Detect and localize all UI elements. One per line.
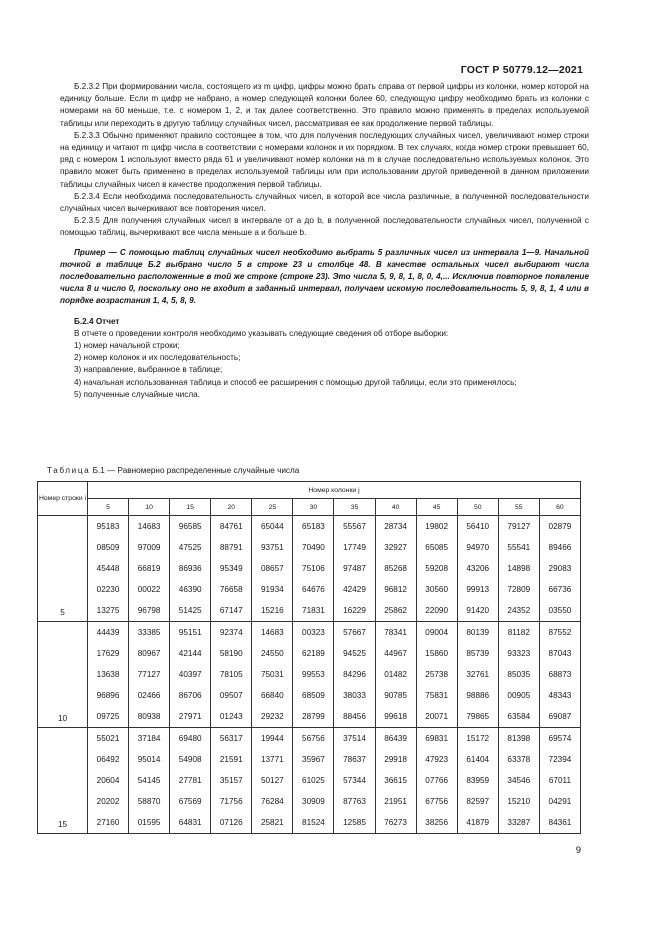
table-cell: 30909 — [293, 791, 334, 812]
table-cell: 13771 — [252, 749, 293, 770]
column-headers-row — [38, 499, 581, 516]
paragraph-b232: Б.2.3.2 При формировании числа, состоящего из m цифр, цифры можно брать справа от первой цифры из колонки, номер которой на единицу больше. Если m цифр не набрано, а номер следующей колонки более 60, следующую цифру необходимо брать из колонки с номерами на 60 меньше, т.е. с номером 1, 2, и так далее соответственно. Это правило можно применять в пределах используемой таблицы или переходить в другую таблицу случайных чисел, рассматривая ее как продолжение первой таблицы. — [60, 82, 589, 128]
table-cell: 64676 — [293, 579, 334, 600]
table-cell: 95151 — [170, 622, 211, 644]
table-cell: 66819 — [129, 558, 170, 579]
body-text — [60, 81, 589, 401]
table-cell: 33287 — [498, 812, 539, 834]
table-row — [38, 770, 581, 791]
table-cell: 84296 — [334, 664, 375, 685]
table-cell: 91420 — [457, 600, 498, 622]
table-cell: 87552 — [539, 622, 580, 644]
table-cell: 67756 — [416, 791, 457, 812]
table-cell: 94970 — [457, 537, 498, 558]
row-number-header: Номер строки i — [38, 482, 88, 516]
table-cell: 79127 — [498, 516, 539, 538]
table-cell: 67147 — [211, 600, 252, 622]
table-cell: 72394 — [539, 749, 580, 770]
table-cell: 37514 — [334, 728, 375, 750]
table-cell: 35967 — [293, 749, 334, 770]
table-cell: 84361 — [539, 812, 580, 834]
table-cell: 07766 — [416, 770, 457, 791]
table-cell: 69087 — [539, 706, 580, 728]
table-cell: 75031 — [252, 664, 293, 685]
table-cell: 86439 — [375, 728, 416, 750]
table-cell: 63584 — [498, 706, 539, 728]
table-cell: 99553 — [293, 664, 334, 685]
table-cell: 03550 — [539, 600, 580, 622]
table-cell: 75106 — [293, 558, 334, 579]
table-cell: 90785 — [375, 685, 416, 706]
table-cell: 86936 — [170, 558, 211, 579]
table-cell: 98886 — [457, 685, 498, 706]
table-cell: 55541 — [498, 537, 539, 558]
table-caption — [47, 465, 299, 477]
table-cell: 94525 — [334, 643, 375, 664]
table-cell: 85739 — [457, 643, 498, 664]
table-cell: 16229 — [334, 600, 375, 622]
table-cell: 69574 — [539, 728, 580, 750]
table-cell: 93323 — [498, 643, 539, 664]
table-cell: 69480 — [170, 728, 211, 750]
table-cell: 95014 — [129, 749, 170, 770]
report-item: 4) начальная использованная таблица и способ ее расширения с помощью другой таблицы, если это применялось; — [74, 377, 517, 387]
table-cell: 88456 — [334, 706, 375, 728]
column-header: 20 — [211, 499, 252, 516]
table-cell: 95183 — [88, 516, 129, 538]
table-caption-label: Таблица — [47, 466, 91, 475]
table-cell: 28799 — [293, 706, 334, 728]
table-cell: 21951 — [375, 791, 416, 812]
table-cell: 65044 — [252, 516, 293, 538]
table-cell: 35157 — [211, 770, 252, 791]
table-cell: 62189 — [293, 643, 334, 664]
table-cell: 89466 — [539, 537, 580, 558]
column-header: 45 — [416, 499, 457, 516]
table-cell: 55021 — [88, 728, 129, 750]
document-code: ГОСТ Р 50779.12—2021 — [460, 64, 583, 76]
table-cell: 83959 — [457, 770, 498, 791]
report-intro: В отчете о проведении контроля необходимо указывать следующие сведения об отборе выборки: — [74, 328, 449, 338]
table-cell: 01243 — [211, 706, 252, 728]
report-item: 3) направление, выбранное в таблице; — [74, 365, 223, 375]
table-cell: 56410 — [457, 516, 498, 538]
column-header: 40 — [375, 499, 416, 516]
table-cell: 00905 — [498, 685, 539, 706]
table-cell: 61404 — [457, 749, 498, 770]
table-cell: 72809 — [498, 579, 539, 600]
table-cell: 24352 — [498, 600, 539, 622]
table-cell: 65085 — [416, 537, 457, 558]
table-cell: 91934 — [252, 579, 293, 600]
table-cell: 04291 — [539, 791, 580, 812]
table-cell: 17629 — [88, 643, 129, 664]
example-paragraph: Пример — С помощью таблиц случайных чисел необходимо выбрать 5 различных чисел из интервала 1—9. Начальной точкой в таблице Б.2 выбрано число 5 в строке 23 и столбце 48. В качестве остальных чисел выбирают числа последовательно расположенные в той же строке (строке 23). Это числа 5, 9, 8, 1, 8, 0, 4,... Исключив повторное появление числа 8 и число 0, поскольку оно не входит в заданный интервал, получаем искомую последовательность 5, 9, 8, 1, 4 или в порядке возрастания 1, 4, 5, 8, 9. — [60, 247, 589, 306]
table-cell: 77127 — [129, 664, 170, 685]
table-cell: 70490 — [293, 537, 334, 558]
table-row — [38, 643, 581, 664]
row-number-cell: 5 — [38, 516, 88, 622]
column-header: 15 — [170, 499, 211, 516]
table-cell: 56756 — [293, 728, 334, 750]
table-cell: 01595 — [129, 812, 170, 834]
column-header: 10 — [129, 499, 170, 516]
table-cell: 71756 — [211, 791, 252, 812]
table-cell: 29083 — [539, 558, 580, 579]
table-cell: 02879 — [539, 516, 580, 538]
table-cell: 82597 — [457, 791, 498, 812]
table-cell: 71831 — [293, 600, 334, 622]
column-header: 55 — [498, 499, 539, 516]
table-cell: 13638 — [88, 664, 129, 685]
table-row — [38, 516, 581, 538]
table-cell: 57344 — [334, 770, 375, 791]
random-numbers-table — [37, 481, 581, 834]
table-cell: 37184 — [129, 728, 170, 750]
table-cell: 19944 — [252, 728, 293, 750]
table-cell: 42144 — [170, 643, 211, 664]
table-cell: 33385 — [129, 622, 170, 644]
table-cell: 64831 — [170, 812, 211, 834]
table-cell: 66736 — [539, 579, 580, 600]
table-caption-text: Б.1 — Равномерно распределенные случайные числа — [92, 466, 300, 475]
table-row — [38, 622, 581, 644]
table-cell: 15210 — [498, 791, 539, 812]
table-cell: 58870 — [129, 791, 170, 812]
table-cell: 17749 — [334, 537, 375, 558]
table-cell: 54908 — [170, 749, 211, 770]
table-cell: 80139 — [457, 622, 498, 644]
table-cell: 46390 — [170, 579, 211, 600]
table-cell: 14898 — [498, 558, 539, 579]
table-cell: 76273 — [375, 812, 416, 834]
table-cell: 85035 — [498, 664, 539, 685]
table-cell: 25821 — [252, 812, 293, 834]
table-cell: 75831 — [416, 685, 457, 706]
table-cell: 02230 — [88, 579, 129, 600]
table-cell: 84761 — [211, 516, 252, 538]
table-cell: 67569 — [170, 791, 211, 812]
table-row — [38, 728, 581, 750]
table-cell: 14683 — [252, 622, 293, 644]
table-cell: 42429 — [334, 579, 375, 600]
table-cell: 01482 — [375, 664, 416, 685]
table-cell: 63378 — [498, 749, 539, 770]
table-cell: 21591 — [211, 749, 252, 770]
table-cell: 93751 — [252, 537, 293, 558]
table-cell: 76284 — [252, 791, 293, 812]
table-cell: 76658 — [211, 579, 252, 600]
table-cell: 13275 — [88, 600, 129, 622]
table-cell: 41879 — [457, 812, 498, 834]
table-cell: 92374 — [211, 622, 252, 644]
table-cell: 43206 — [457, 558, 498, 579]
table-cell: 08657 — [252, 558, 293, 579]
table-cell: 85268 — [375, 558, 416, 579]
table-cell: 00022 — [129, 579, 170, 600]
table-cell: 32927 — [375, 537, 416, 558]
table-cell: 48343 — [539, 685, 580, 706]
table-cell: 19802 — [416, 516, 457, 538]
row-number-cell: 15 — [38, 728, 88, 834]
table-cell: 54145 — [129, 770, 170, 791]
table-cell: 96585 — [170, 516, 211, 538]
table-cell: 09507 — [211, 685, 252, 706]
table-row — [38, 664, 581, 685]
table-row — [38, 749, 581, 770]
column-header: 35 — [334, 499, 375, 516]
table-cell: 00323 — [293, 622, 334, 644]
table-cell: 57667 — [334, 622, 375, 644]
table-cell: 02466 — [129, 685, 170, 706]
table-cell: 30560 — [416, 579, 457, 600]
column-header: 25 — [252, 499, 293, 516]
page-number: 9 — [575, 845, 581, 856]
table-cell: 96798 — [129, 600, 170, 622]
table-cell: 97487 — [334, 558, 375, 579]
table-cell: 29232 — [252, 706, 293, 728]
table-cell: 55567 — [334, 516, 375, 538]
table-cell: 15860 — [416, 643, 457, 664]
paragraph-b233: Б.2.3.3 Обычно применяют правило состоящее в том, что для получения последующих случайных чисел, увеличивают номер строки на единицу и читают m цифр числа в соответствии с номерами колонок и их порядком. В тех случаях, когда номер строки превышает 60, ряд с номером 1 используют вместо ряда 61 и увеличивают номер колонки на m в случае последовательно используемых колонок. Это правило может быть применено в пределах используемой таблицы или при использовании другой приведенной в данном приложении таблицы случайных чисел в качестве продолжения первой таблицы. — [60, 130, 589, 189]
table-cell: 27971 — [170, 706, 211, 728]
table-cell: 28734 — [375, 516, 416, 538]
table-cell: 51425 — [170, 600, 211, 622]
table-cell: 66840 — [252, 685, 293, 706]
table-cell: 15172 — [457, 728, 498, 750]
table-cell: 61025 — [293, 770, 334, 791]
report-item: 2) номер колонок и их последовательность; — [74, 353, 241, 363]
table-cell: 32761 — [457, 664, 498, 685]
table-cell: 68509 — [293, 685, 334, 706]
table-cell: 25862 — [375, 600, 416, 622]
table-row — [38, 791, 581, 812]
table-row — [38, 812, 581, 834]
table-cell: 65183 — [293, 516, 334, 538]
column-number-header: Номер колонки j — [88, 482, 581, 499]
table-cell: 96896 — [88, 685, 129, 706]
table-cell: 59208 — [416, 558, 457, 579]
table-cell: 27781 — [170, 770, 211, 791]
table-cell: 09004 — [416, 622, 457, 644]
table-cell: 14683 — [129, 516, 170, 538]
table-cell: 87763 — [334, 791, 375, 812]
table-cell: 15216 — [252, 600, 293, 622]
table-cell: 79865 — [457, 706, 498, 728]
table-cell: 45448 — [88, 558, 129, 579]
table-cell: 44967 — [375, 643, 416, 664]
table-cell: 88791 — [211, 537, 252, 558]
table-cell: 78105 — [211, 664, 252, 685]
table-cell: 78637 — [334, 749, 375, 770]
report-item: 5) полученные случайные числа. — [74, 389, 200, 399]
table-cell: 29918 — [375, 749, 416, 770]
table-cell: 24550 — [252, 643, 293, 664]
table-cell: 50127 — [252, 770, 293, 791]
table-cell: 38033 — [334, 685, 375, 706]
table-cell: 20202 — [88, 791, 129, 812]
table-cell: 09725 — [88, 706, 129, 728]
table-row — [38, 537, 581, 558]
table-cell: 47525 — [170, 537, 211, 558]
table-row — [38, 706, 581, 728]
table-cell: 99913 — [457, 579, 498, 600]
table-cell: 81398 — [498, 728, 539, 750]
table-cell: 22090 — [416, 600, 457, 622]
table-cell: 38256 — [416, 812, 457, 834]
table-cell: 07126 — [211, 812, 252, 834]
table-cell: 08509 — [88, 537, 129, 558]
table-cell: 87043 — [539, 643, 580, 664]
column-header: 30 — [293, 499, 334, 516]
column-header: 50 — [457, 499, 498, 516]
table-cell: 80967 — [129, 643, 170, 664]
table-cell: 95349 — [211, 558, 252, 579]
table-cell: 78341 — [375, 622, 416, 644]
table-cell: 56317 — [211, 728, 252, 750]
table-cell: 86706 — [170, 685, 211, 706]
paragraph-b234: Б.2.3.4 Если необходима последовательность случайных чисел, в которой все числа различные, в полученной последовательности случайных чисел вычеркивают все повторения чисел. — [60, 191, 589, 214]
table-cell: 20071 — [416, 706, 457, 728]
table-cell: 80938 — [129, 706, 170, 728]
table-row — [38, 558, 581, 579]
table-row — [38, 579, 581, 600]
table-cell: 97009 — [129, 537, 170, 558]
table-cell: 12585 — [334, 812, 375, 834]
table-cell: 36615 — [375, 770, 416, 791]
table-cell: 99618 — [375, 706, 416, 728]
table-cell: 40397 — [170, 664, 211, 685]
table-cell: 58190 — [211, 643, 252, 664]
table-row — [38, 600, 581, 622]
table-cell: 68873 — [539, 664, 580, 685]
table-cell: 96812 — [375, 579, 416, 600]
table-cell: 20604 — [88, 770, 129, 791]
table-cell: 81182 — [498, 622, 539, 644]
report-item: 1) номер начальной строки; — [74, 341, 180, 351]
table-row — [38, 685, 581, 706]
table-cell: 27160 — [88, 812, 129, 834]
section-title-report: Б.2.4 Отчет — [74, 316, 120, 326]
column-header: 5 — [88, 499, 129, 516]
table-cell: 69831 — [416, 728, 457, 750]
table-cell: 25738 — [416, 664, 457, 685]
table-cell: 44439 — [88, 622, 129, 644]
column-header: 60 — [539, 499, 580, 516]
row-number-cell: 10 — [38, 622, 88, 728]
table-cell: 47923 — [416, 749, 457, 770]
table-cell: 81524 — [293, 812, 334, 834]
table-cell: 67011 — [539, 770, 580, 791]
paragraph-b235: Б.2.3.5 Для получения случайных чисел в интервале от a до b, в полученной последовательности случайных чисел, полученной с помощью таблиц, вычеркивают все числа меньше a и больше b. — [60, 216, 589, 238]
table-body — [38, 516, 581, 834]
table-cell: 34546 — [498, 770, 539, 791]
table-cell: 06492 — [88, 749, 129, 770]
